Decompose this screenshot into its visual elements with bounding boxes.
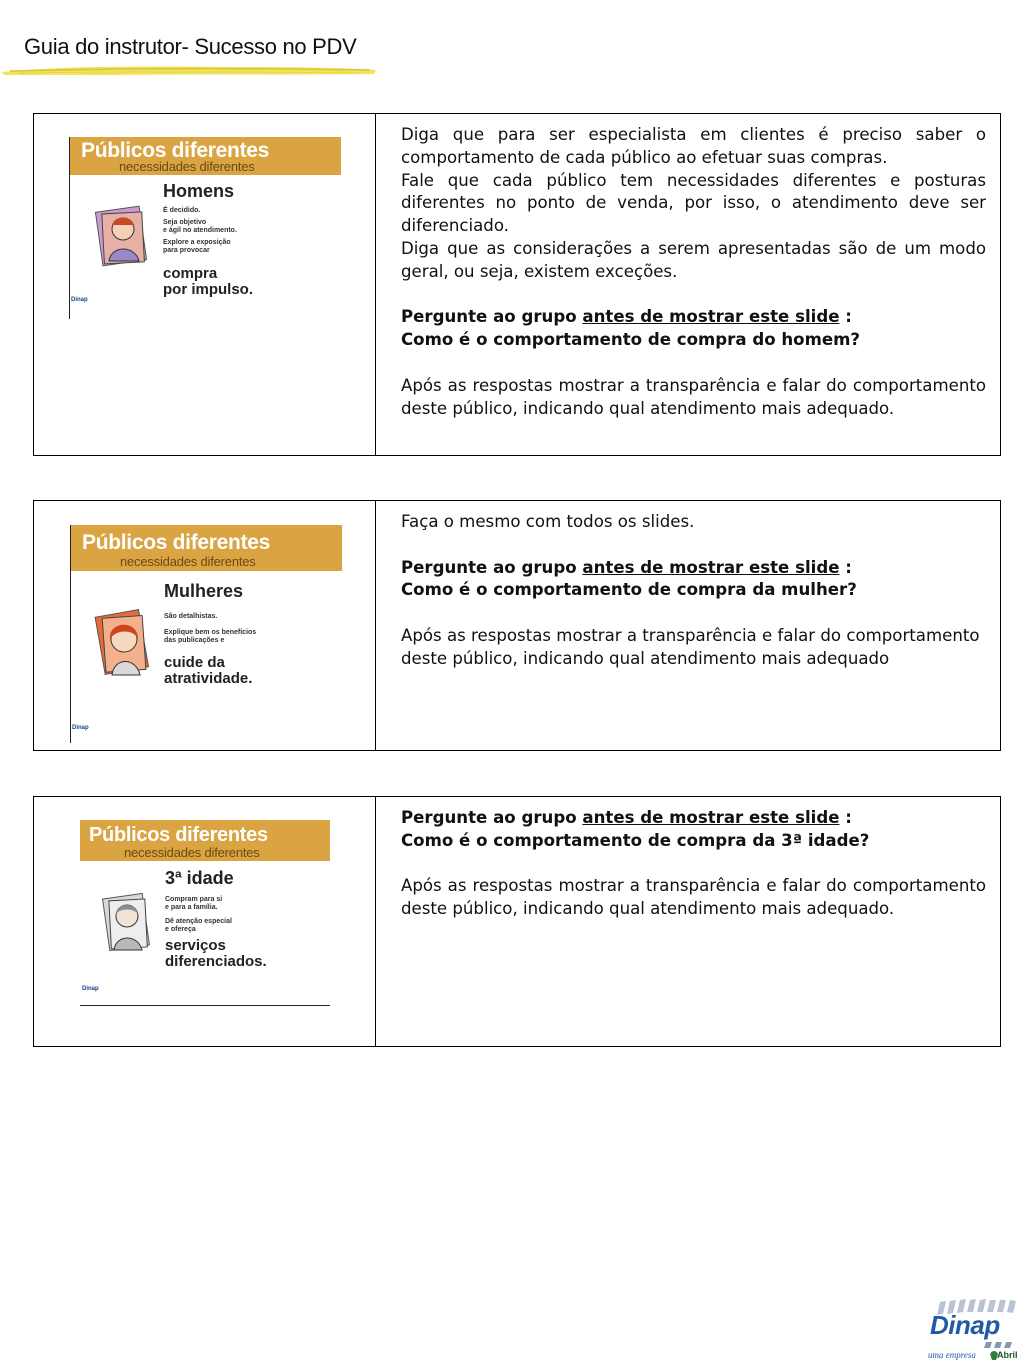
slide-big-text: cuide da atratividade. (164, 654, 253, 687)
slide-banner-title: Públicos diferentes (81, 139, 270, 162)
instruction-paragraph: Diga que para ser especialista em clientes é preciso saber o comportamento de cada público ao efetuar suas compras. (401, 125, 986, 167)
slide-thumbnail-homens (69, 137, 341, 319)
instruction-row-1 (33, 113, 1001, 456)
slide-thumbnail-mulheres (70, 525, 342, 743)
slide-edge-line (70, 525, 71, 743)
instruction-row-3 (33, 796, 1001, 1047)
question-line: Como é o comportamento de compra da 3ª idade? (401, 830, 870, 850)
slide-heading: 3ª idade (165, 868, 234, 888)
after-paragraph: Após as respostas mostrar a transparência e falar do comportamento deste público, indicando qual atendimento mais adequado (401, 625, 980, 668)
instruction-paragraph: Faça o mesmo com todos os slides. (401, 512, 695, 531)
question-line: Como é o comportamento de compra do homem? (401, 330, 861, 350)
woman-illustration-icon (94, 607, 152, 679)
slide-logo-dinap: Dinap (71, 297, 88, 303)
slide-big-text: serviços diferenciados. (165, 937, 267, 970)
slide-big-text: compra por impulso. (163, 265, 253, 298)
slide-edge-line (80, 1005, 330, 1006)
slide-heading: Mulheres (164, 581, 244, 601)
slide-logo-dinap: Dinap (72, 725, 89, 731)
instruction-paragraph: Diga que as considerações a serem apresentadas são de um modo geral, ou seja, existem exceções. (401, 238, 986, 281)
instruction-paragraph: Fale que cada público tem necessidades diferentes e posturas diferentes no ponto de venda, por isso, o atendimento deve ser diferenciado. (401, 170, 986, 236)
slide-thumbnail-3a-idade (80, 820, 330, 1006)
slide-edge-line (69, 137, 70, 319)
page-title: Guia do instrutor- Sucesso no PDV (24, 34, 357, 59)
slide-banner-title: Públicos diferentes (89, 824, 268, 846)
slide-banner-subtitle: necessidades diferentes (124, 845, 260, 860)
dinap-tagline: uma empresa (928, 1350, 976, 1360)
after-paragraph: Após as respostas mostrar a transparência e falar do comportamento deste público, indicando qual atendimento mais adequado. (401, 375, 986, 418)
slide-small-text: É decidido. Seja objetivo e ágil no atendimento. Explore a exposição para provocar (163, 207, 237, 254)
elderly-illustration-icon (100, 890, 152, 954)
slide-heading: Homens (163, 181, 235, 201)
ask-emphasis: antes de mostrar este slide (582, 307, 840, 327)
ask-line: Pergunte ao grupo antes de mostrar este slide : (401, 808, 852, 827)
slide-banner-title: Públicos diferentes (82, 531, 271, 554)
slide-small-text: Compram para si e para a família. Dê atenção especial e ofereça (165, 896, 232, 933)
instruction-text-2 (376, 501, 1000, 750)
slide-cell-1 (34, 114, 376, 455)
slide-banner-subtitle: necessidades diferentes (120, 554, 256, 569)
slide-small-text: São detalhistas. Explique bem os benefícios das publicações e (164, 613, 257, 644)
ask-line: Pergunte ao grupo antes de mostrar este slide : (401, 557, 852, 577)
slide-cell-3 (34, 797, 376, 1046)
title-underline-brush (0, 62, 380, 78)
instruction-text-1 (376, 114, 1000, 455)
instruction-text-3 (376, 797, 1000, 1046)
slide-logo-dinap: Dinap (82, 986, 99, 992)
ask-line: Pergunte ao grupo antes de mostrar este slide : (401, 307, 852, 327)
instruction-row-2 (33, 500, 1001, 751)
ask-emphasis: antes de mostrar este slide (582, 808, 840, 827)
slide-cell-2 (34, 501, 376, 750)
dinap-brand: Dinap (930, 1310, 1000, 1340)
question-line: Como é o comportamento de compra da mulher? (401, 580, 857, 600)
after-paragraph: Após as respostas mostrar a transparência e falar do comportamento deste público, indicando qual atendimento mais adequado. (401, 876, 986, 919)
ask-emphasis: antes de mostrar este slide (582, 557, 840, 577)
abril-brand: Abril (997, 1350, 1018, 1360)
man-illustration-icon (93, 203, 149, 269)
slide-banner-subtitle: necessidades diferentes (119, 159, 255, 174)
